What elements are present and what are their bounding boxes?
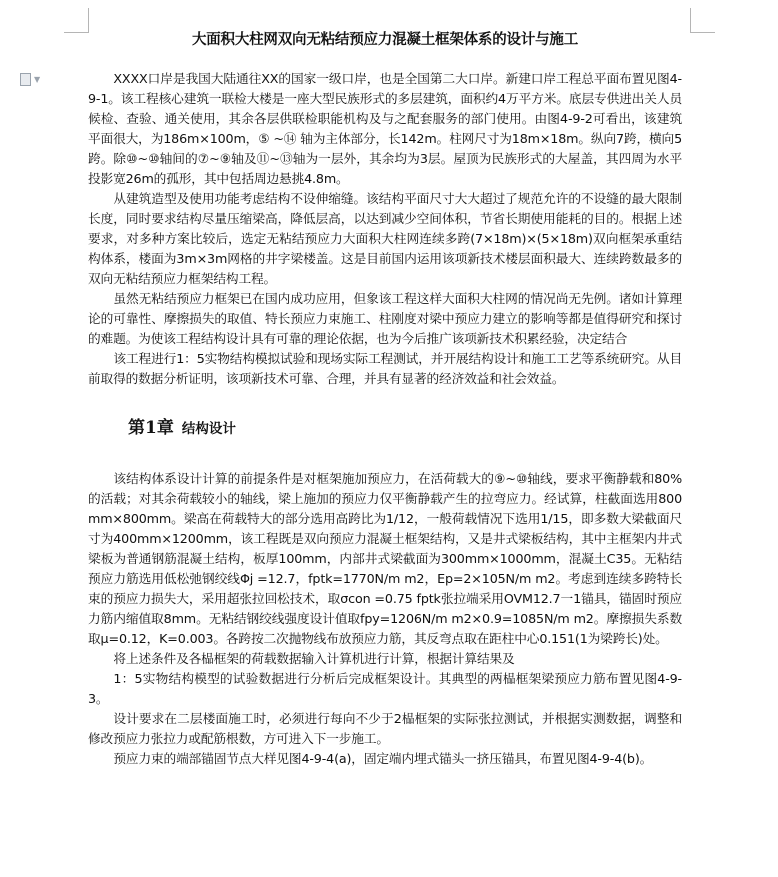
chevron-down-icon: ▼ bbox=[34, 74, 41, 84]
page-sheet-icon bbox=[20, 73, 31, 86]
document-menu-icon[interactable] bbox=[20, 72, 44, 86]
chapter-name: 结构设计 bbox=[181, 421, 236, 437]
paragraph: 该结构体系设计计算的前提条件是对框架施加预应力，在活荷载大的⑨~⑩轴线，要求平衡静载和80%的活载；对其余荷载较小的轴线，梁上施加的预应力仅平衡静载产生的拉弯应力。经试算，柱截面选用800mm×800mm。梁高在荷载特大的部分选用高跨比为1/12，一般荷载情况下选用1/15，即多数大梁截面尺寸为400mm×1200mm，该工程既是双向预应力混凝土框架结构，又是井式梁板结构，其中主框架内井式梁板为普通钢筋混凝土结构，板厚100mm，内部井式梁截面为300mm×1000mm，混凝土C35。无粘结预应力筋选用低松弛钢绞线Φj =12.7，fptk=1770N/m m2，Ep=2×105N/m m2。考虑到连续多跨特长束的预应力损失大，采用超张拉回松技术，取σcon =0.75 fptk张拉端采用OVM12.7一1锚具，锚固时预应力筋内缩值取8mm。无粘结钢绞线强度设计值取fpy=1206N/m m2×0.9=1085N/m m2。摩擦损失系数取μ=0.12，K=0.003。各跨按二次抛物线布放预应力筋，其反弯点取在距柱中心0.151(1为梁跨长)处。 bbox=[88, 471, 682, 646]
paragraph: XXXX口岸是我国大陆通往XX的国家一级口岸，也是全国第二大口岸。新建口岸工程总平面布置见图4-9-1。该工程核心建筑一联检大楼是一座大型民族形式的多层建筑，面积约4万平方米。底层专供进出关人员候检、查验、通关使用，其余各层供联检职能机构及与之配套服务的部门使用。由图4-9-2可看出，该建筑平面很大，为186m×100m，⑤ ~⑭ 轴为主体部分，长142m。柱网尺寸为18m×18m。纵向7跨，横向5跨。除⑩~⑩轴间的⑦~⑨轴及⑪~⑬轴为一层外，其余均为3层。屋顶为民族形式的大屋盖，其四周为水平投影宽26m的孤形，其中包括周边悬挑4.8m。 bbox=[88, 71, 682, 186]
page-corner-top-right bbox=[690, 8, 715, 33]
document-body[interactable] bbox=[88, 28, 682, 769]
chapter-heading bbox=[128, 415, 682, 441]
paragraph: 预应力束的端部锚固节点大样见图4-9-4(a)，固定端内埋式锚头一挤压锚具，布置见图4-9-4(b)。 bbox=[113, 751, 653, 766]
chapter-number: 第1章 bbox=[128, 418, 174, 438]
paragraph: 将上述条件及各榀框架的荷载数据输入计算机进行计算，根据计算结果及 bbox=[113, 651, 515, 666]
paragraph: 该工程进行1：5实物结构模拟试验和现场实际工程测试，并开展结构设计和施工工艺等系统研究。从目前取得的数据分析证明，该项新技术可靠、合理，并具有显著的经济效益和社会效益。 bbox=[88, 351, 682, 386]
paragraph: 虽然无粘结预应力框架已在国内成功应用，但象该工程这样大面积大柱网的情况尚无先例。诸如计算理论的可靠性、摩擦损失的取值、特长预应力束施工、柱刚度对梁中预应力建立的影响等都是值得研究和探讨的难题。为使该工程结构设计具有可靠的理论依据，也为今后推广该项新技术积累经验，决定结合 bbox=[88, 291, 682, 346]
paragraph: 1：5实物结构模型的试验数据进行分析后完成框架设计。其典型的两榀框架梁预应力筋布置见图4-9-3。 bbox=[88, 671, 682, 706]
paragraph: 设计要求在二层楼面施工时，必须进行每向不少于2榀框架的实际张拉测试，并根据实测数据，调整和修改预应力张拉力或配筋根数，方可进入下一步施工。 bbox=[88, 711, 682, 746]
paragraph: 从建筑造型及使用功能考虑结构不设伸缩缝。该结构平面尺寸大大超过了规范允许的不设缝的最大限制长度，同时要求结构尽量压缩梁高，降低层高，以达到减少空间体积，节省长期使用能耗的目的。根据上述要求，对多种方案比较后，选定无粘结预应力大面积大柱网连续多跨(7×18m)×(5×18m)双向框架承重结构体系，楼面为3m×3m网格的井字梁楼盖。这是目前国内运用该项新技术楼层面积最大、连续跨数最多的双向无粘结预应力框架结构工程。 bbox=[88, 191, 682, 286]
document-title: 大面积大柱网双向无粘结预应力混凝土框架体系的设计与施工 bbox=[191, 32, 579, 48]
page-corner-top-left bbox=[64, 8, 89, 33]
